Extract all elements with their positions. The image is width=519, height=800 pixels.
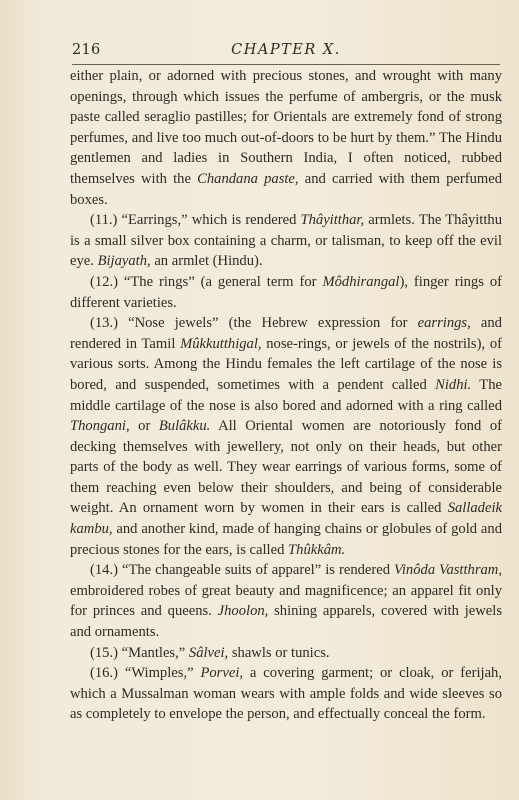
italic-term: Môdhirangal bbox=[322, 273, 400, 290]
body-text bbox=[70, 66, 502, 725]
italic-term: Bulâkku. bbox=[158, 418, 211, 435]
italic-term: Nidhi. bbox=[435, 376, 472, 393]
italic-term: Porvei, bbox=[200, 665, 244, 682]
italic-term: Bijayath, bbox=[97, 253, 151, 270]
header-rule bbox=[72, 64, 500, 65]
italic-term: Thongani, bbox=[70, 418, 130, 435]
italic-term: Chandana paste, bbox=[197, 170, 299, 187]
italic-term: Sâlvei, bbox=[188, 644, 229, 661]
paragraph-continuation: either plain, or adorned with precious stones, and wrought with many openings, through which issues the perfume of ambergris, or the musk paste called seraglio pastilles; for Orientals are extremely fond of strong perfumes, and live too much out-of-doors to be hurt by them.” The Hindu gentlemen and ladies in Southern India, I often noticed, rubbed themselves with the Chandana paste, and carried with them perfumed boxes. bbox=[70, 68, 502, 208]
italic-term: Mûkkutthigal, bbox=[180, 335, 262, 352]
italic-term: Thûkkâm. bbox=[288, 541, 346, 558]
page-header bbox=[72, 42, 500, 64]
page-number: 216 bbox=[72, 42, 101, 58]
italic-term: Vinôda Vastthram, bbox=[394, 562, 502, 579]
paragraph-13-nose-jewels: (13.) “Nose jewels” (the Hebrew expression for earrings, and rendered in Tamil Mûkkutthigal, nose-rings, or jewels of the nostrils), of various sorts. Among the Hindu females the left cartilage of the nose is bored, and suspended, sometimes with a pendent called Nidhi. The middle cartilage of the nose is also bored and adorned with a ring called Thongani, or Bulâkku. All Oriental women are notoriously fond of decking themselves with jewellery, not only on their heads, but other parts of the body as well. They wear earrings of various forms, some of them reaching even below their shoulders, and being of considerable weight. An ornament worn by women in their ears is called Salladeik kambu, and another kind, made of hanging chains or globules of gold and precious stones for the ears, is called Thûkkâm. bbox=[70, 315, 502, 558]
running-title: CHAPTER X. bbox=[231, 42, 341, 58]
paragraph-12-rings: (12.) “The rings” (a general term for Môdhirangal), finger rings of different varieties. bbox=[70, 273, 502, 311]
paragraph-16-wimples: (16.) “Wimples,” Porvei, a covering garment; or cloak, or ferijah, which a Mussalman woman wears with ample folds and wide sleeves so as completely to envelope the person, and effectually conceal the form. bbox=[70, 665, 502, 723]
paragraph-14-apparel: (14.) “The changeable suits of apparel” is rendered Vinôda Vastthram, embroidered robes of great beauty and magnificence; an apparel fit only for princes and queens. Jhoolon, shining apparels, covered with jewels and ornaments. bbox=[70, 562, 502, 641]
italic-term: Salladeik kambu, bbox=[70, 500, 502, 538]
italic-term: earrings, bbox=[417, 315, 471, 332]
paragraph-15-mantles: (15.) “Mantles,” Sâlvei, shawls or tunics. bbox=[90, 644, 330, 661]
paragraph-11-earrings: (11.) “Earrings,” which is rendered Thâyitthar, armlets. The Thâyitthu is a small silver box containing a charm, or talisman, to keep off the evil eye. Bijayath, an armlet (Hindu). bbox=[70, 212, 502, 270]
italic-term: Thâyitthar, bbox=[300, 212, 365, 229]
italic-term: Jhoolon, bbox=[217, 603, 269, 620]
